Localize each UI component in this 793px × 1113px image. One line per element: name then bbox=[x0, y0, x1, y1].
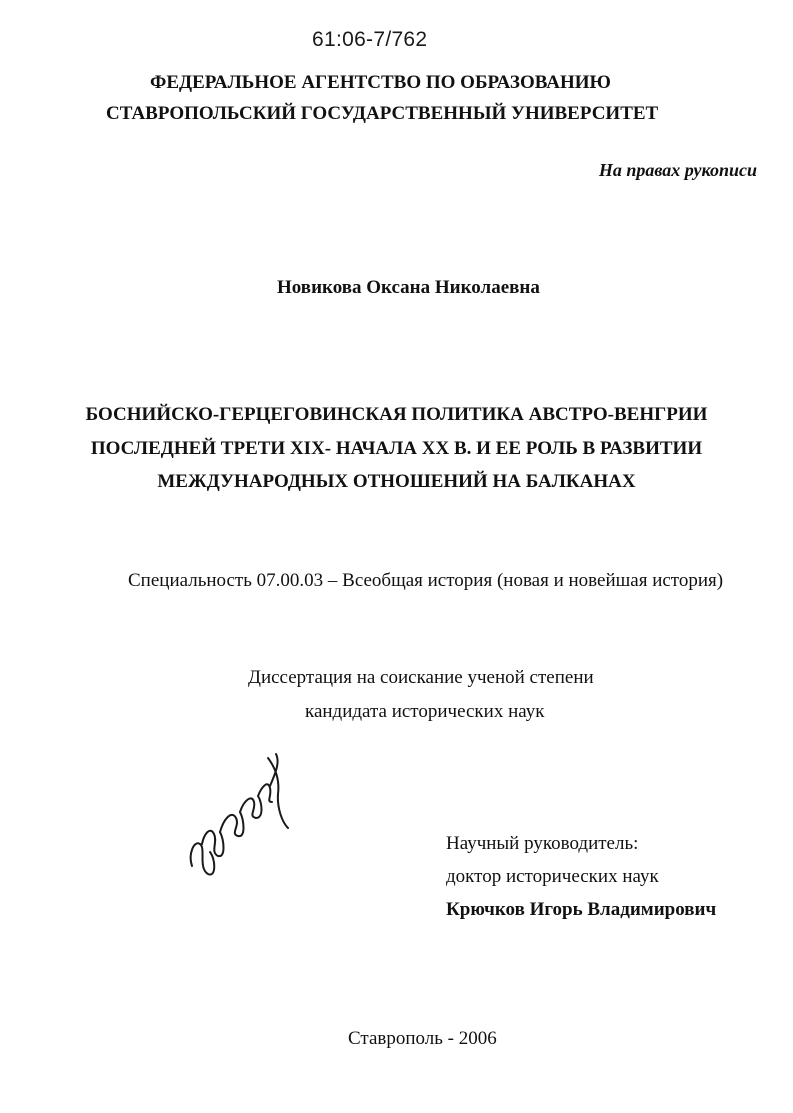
degree-line-1: Диссертация на соискание ученой степени bbox=[248, 667, 594, 688]
author-name: Новикова Оксана Николаевна bbox=[277, 277, 540, 298]
advisor-name: Крючков Игорь Владимирович bbox=[446, 899, 717, 920]
agency-heading: ФЕДЕРАЛЬНОЕ АГЕНТСТВО ПО ОБРАЗОВАНИЮ bbox=[150, 72, 611, 93]
advisor-label: Научный руководитель: bbox=[446, 833, 639, 854]
archive-stamp-number: 61:06-7/762 bbox=[312, 28, 428, 51]
handwritten-signature-icon bbox=[180, 748, 300, 888]
city-year: Ставрополь - 2006 bbox=[348, 1028, 497, 1049]
title-line: ПОСЛЕДНЕЙ ТРЕТИ XIX- НАЧАЛА XX В. И ЕЕ РОЛЬ В РАЗВИТИИ bbox=[90, 438, 703, 459]
title-line: БОСНИЙСКО-ГЕРЦЕГОВИНСКАЯ ПОЛИТИКА АВСТРО-ВЕНГРИИ bbox=[85, 404, 708, 425]
specialty-line: Специальность 07.00.03 – Всеобщая история (новая и новейшая история) bbox=[128, 570, 724, 591]
advisor-degree: доктор исторических наук bbox=[446, 866, 659, 887]
university-heading: СТАВРОПОЛЬСКИЙ ГОСУДАРСТВЕННЫЙ УНИВЕРСИТЕТ bbox=[106, 103, 659, 124]
degree-line-2: кандидата исторических наук bbox=[305, 701, 545, 722]
manuscript-note: На правах рукописи bbox=[598, 160, 757, 180]
title-line: МЕЖДУНАРОДНЫХ ОТНОШЕНИЙ НА БАЛКАНАХ bbox=[157, 471, 636, 492]
